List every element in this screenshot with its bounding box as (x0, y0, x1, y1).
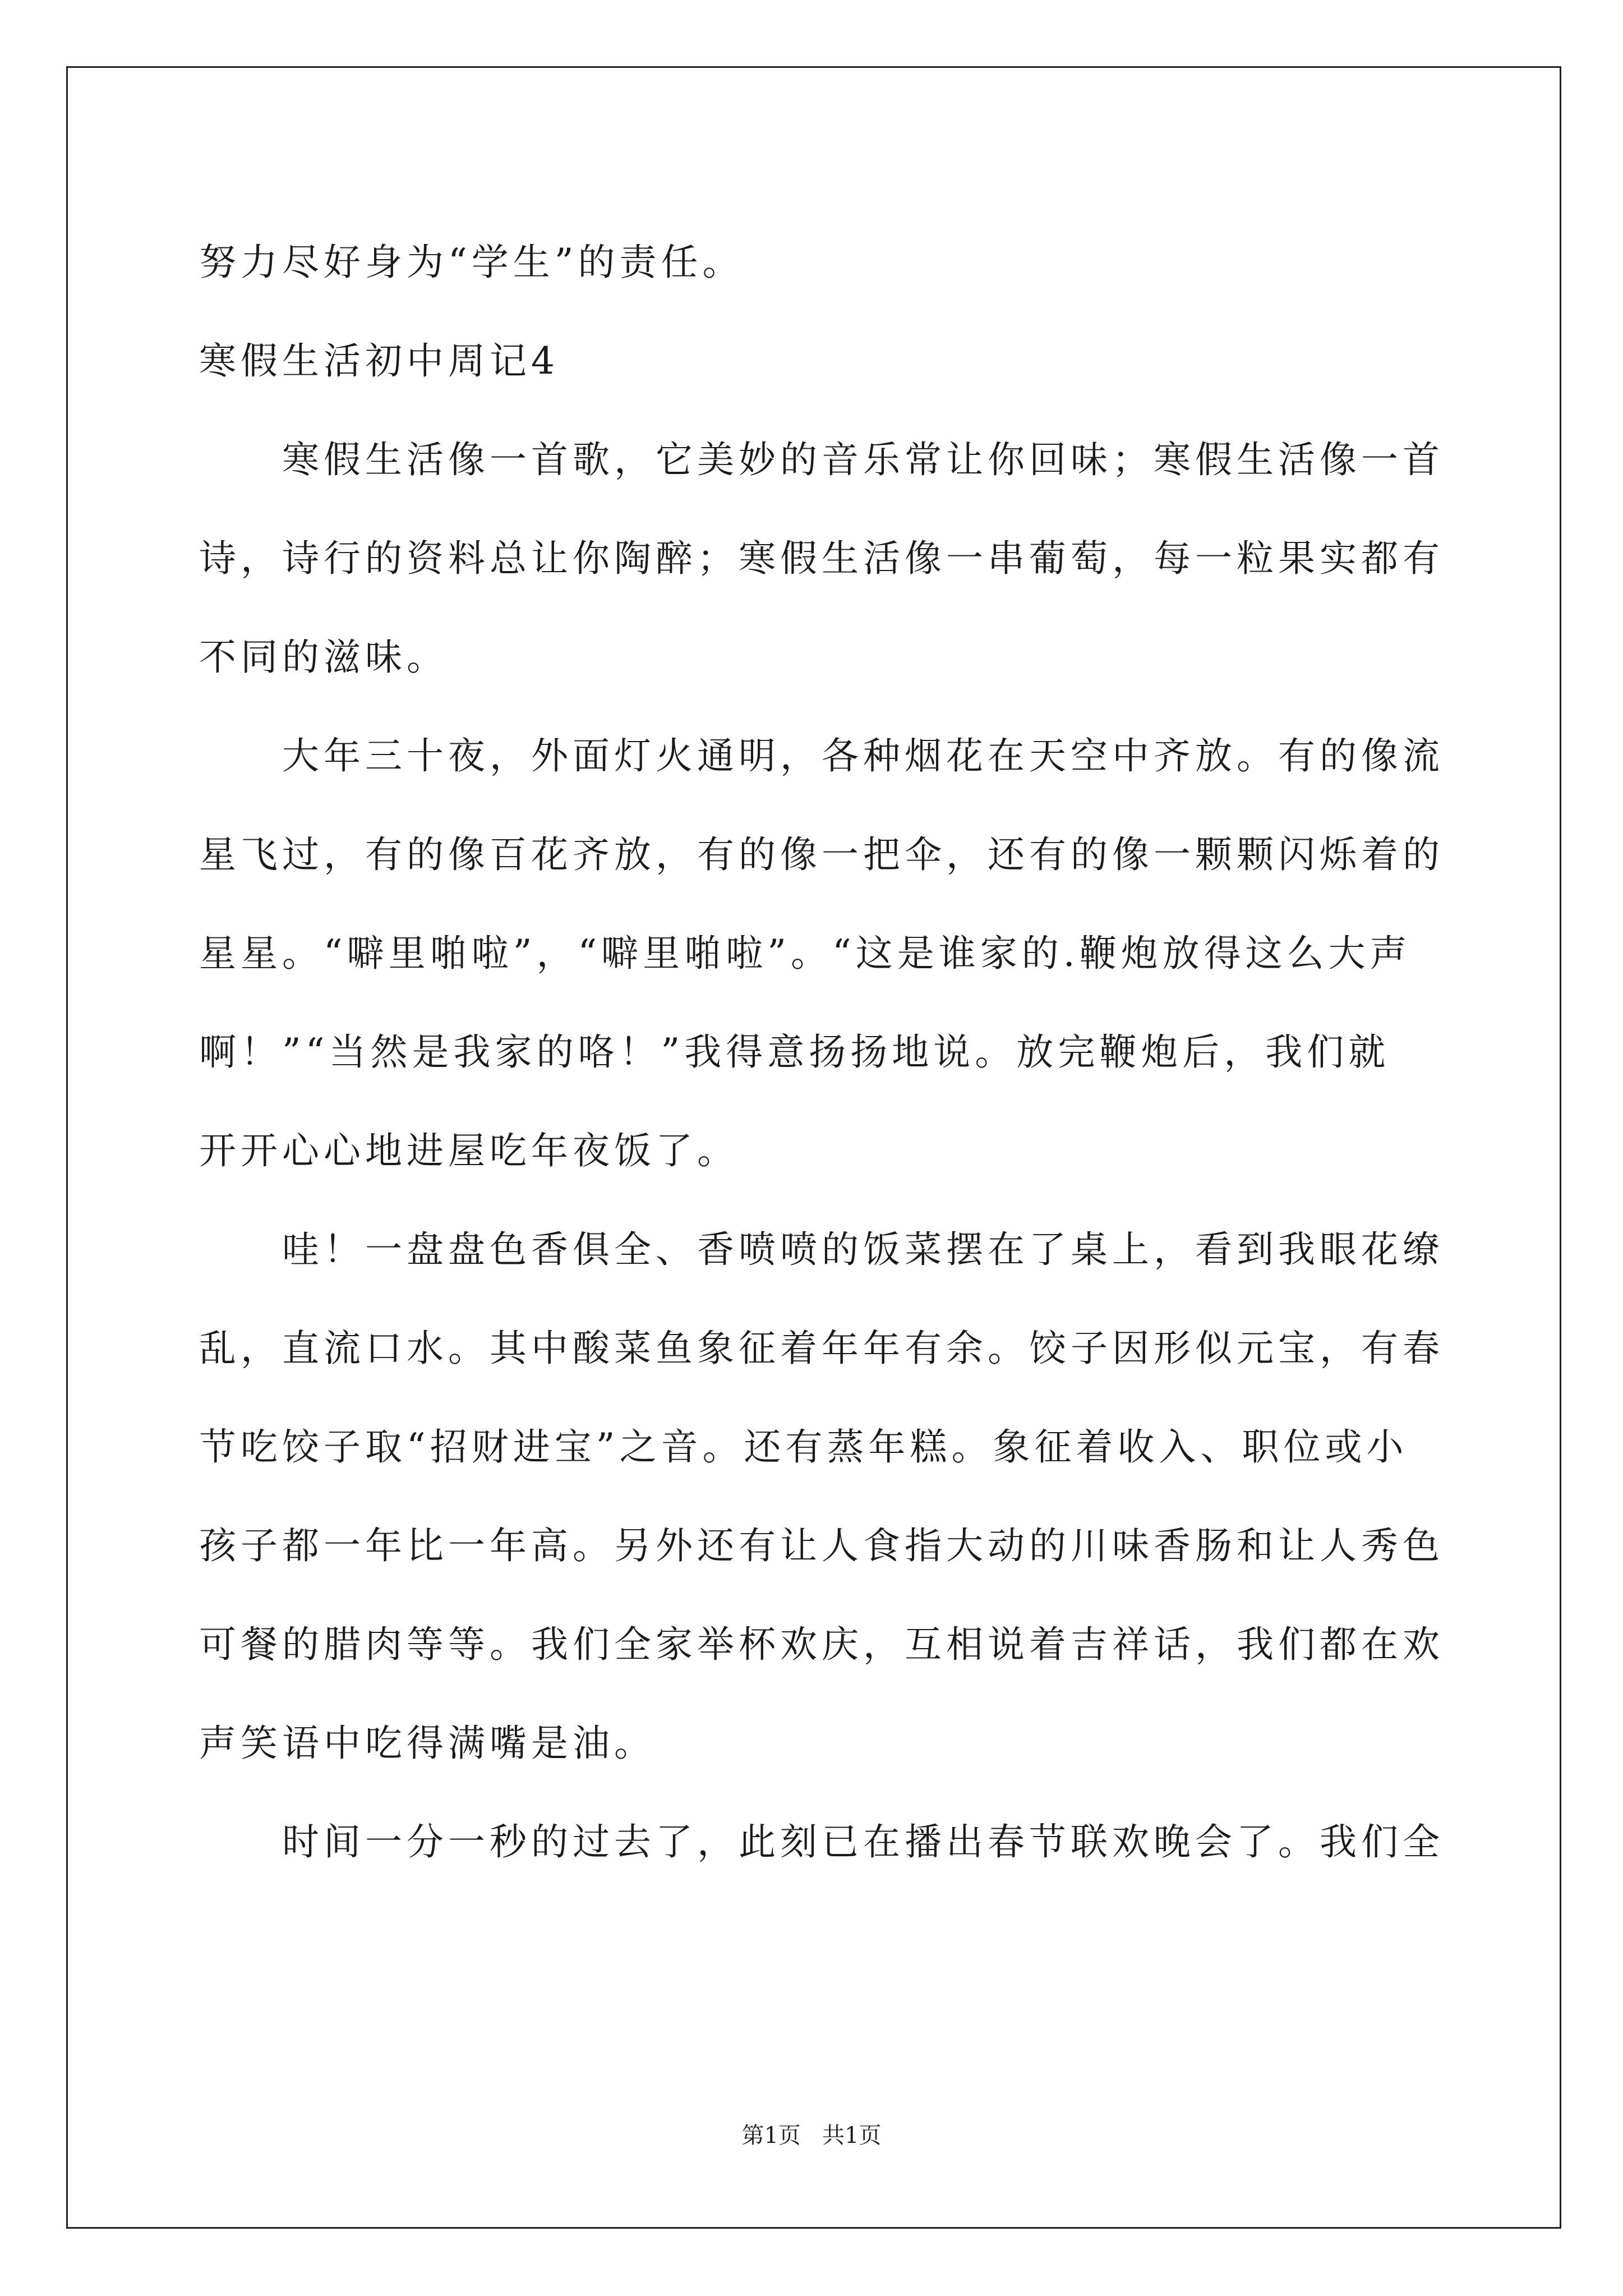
text-line: 哇！一盘盘色香俱全、香喷喷的饭菜摆在了桌上，看到我眼花缭 (282, 1228, 1444, 1271)
page-footer: 第1页 共1页 (741, 2123, 882, 2148)
text-line: 可餐的腊肉等等。我们全家举杯欢庆，互相说着吉祥话，我们都在欢 (199, 1623, 1444, 1666)
text-line: 寒假生活像一首歌，它美妙的音乐常让你回味；寒假生活像一首 (282, 438, 1444, 481)
text-line: 星飞过，有的像百花齐放，有的像一把伞，还有的像一颗颗闪烁着的 (199, 833, 1444, 876)
text-line: 节吃饺子取“招财进宝”之音。还有蒸年糕。象征着收入、职位或小 (199, 1425, 1408, 1469)
text-line: 乱，直流口水。其中酸菜鱼象征着年年有余。饺子因形似元宝，有春 (199, 1327, 1444, 1370)
text-line: 不同的滋味。 (199, 636, 448, 679)
paragraph (199, 707, 1444, 1200)
text-line: 时间一分一秒的过去了，此刻已在播出春节联欢晚会了。我们全 (282, 1820, 1444, 1864)
text-line: 寒假生活初中周记4 (199, 339, 559, 383)
text-line: 星星。“噼里啪啦”，“噼里啪啦”。“这是谁家的.鞭炮放得这么大声 (199, 932, 1412, 975)
text-line: 努力尽好身为“学生”的责任。 (199, 241, 744, 284)
text-line: 声笑语中吃得满嘴是油。 (199, 1722, 656, 1765)
paragraph (199, 411, 1444, 707)
paragraph (199, 312, 1433, 411)
document-body (199, 213, 1444, 1892)
paragraph (199, 213, 1433, 312)
text-line: 大年三十夜，外面灯火通明，各种烟花在天空中齐放。有的像流 (282, 734, 1444, 777)
text-line: 啊！”“当然是我家的咯！”我得意扬扬地说。放完鞭炮后，我们就 (199, 1030, 1390, 1074)
paragraph (199, 1200, 1444, 1793)
text-line: 孩子都一年比一年高。另外还有让人食指大动的川味香肠和让人秀色 (199, 1524, 1444, 1567)
text-line: 开开心心地进屋吃年夜饭了。 (199, 1129, 739, 1172)
paragraph (199, 1793, 1444, 1892)
text-line: 诗，诗行的资料总让你陶醉；寒假生活像一串葡萄，每一粒果实都有 (199, 537, 1444, 580)
